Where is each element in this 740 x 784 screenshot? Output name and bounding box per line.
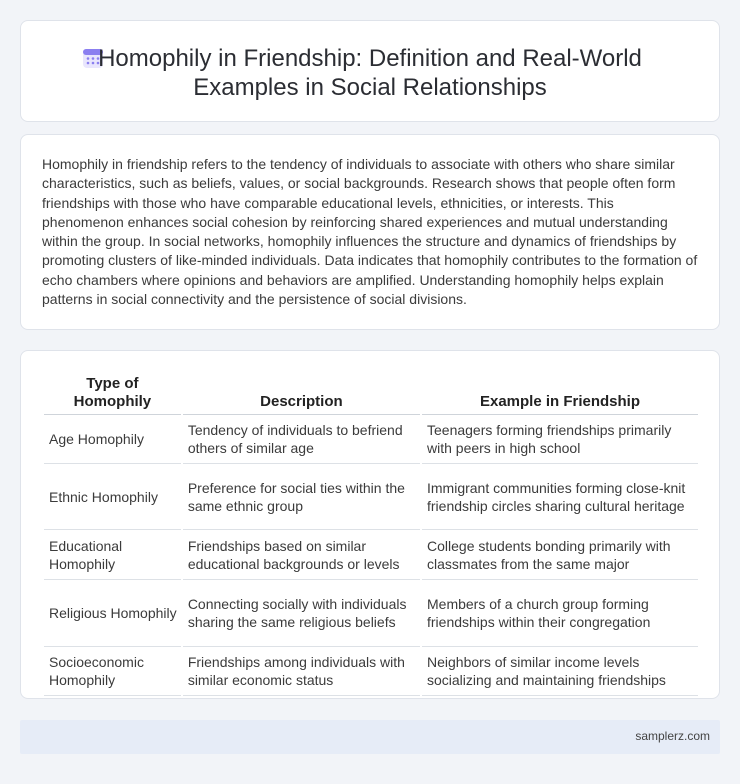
table-cell-type: Ethnic Homophily bbox=[44, 464, 181, 530]
table-cell-example: College students bonding primarily with classmates from the same major bbox=[422, 530, 698, 580]
table-row bbox=[44, 530, 698, 580]
table-row bbox=[44, 647, 698, 696]
table-cell-example: Members of a church group forming friendships within their congregation bbox=[422, 580, 698, 647]
table-cell-description: Connecting socially with individuals sharing the same religious beliefs bbox=[183, 580, 420, 647]
table-cell-type: Age Homophily bbox=[44, 415, 181, 464]
table-cell-description: Preference for social ties within the same ethnic group bbox=[183, 464, 420, 530]
table-header-row bbox=[44, 375, 698, 415]
intro-card bbox=[20, 134, 720, 330]
table-cell-description: Tendency of individuals to befriend others of similar age bbox=[183, 415, 420, 464]
table-row bbox=[44, 464, 698, 530]
table-cell-description: Friendships among individuals with similar economic status bbox=[183, 647, 420, 696]
table-cell-description: Friendships based on similar educational backgrounds or levels bbox=[183, 530, 420, 580]
table-cell-type: Socioeconomic Homophily bbox=[44, 647, 181, 696]
table-cell-type: Educational Homophily bbox=[44, 530, 181, 580]
intro-paragraph: Homophily in friendship refers to the tendency of individuals to associate with others who share similar characteristics, such as beliefs, values, or social backgrounds. Research shows that people often form friendships with those who have comparable educational levels, ethnicities, or interests. This phenomenon enhances social cohesion by reinforcing shared experiences and mutual understanding within the group. In social networks, homophily influences the structure and dynamics of friendships by promoting clusters of like-minded individuals. Data indicates that homophily contributes to the formation of echo chambers where opinions and behaviors are amplified. Understanding homophily helps explain patterns in social connectivity and the persistence of social divisions. bbox=[42, 156, 698, 308]
table-row bbox=[44, 415, 698, 464]
homophily-table bbox=[42, 375, 700, 696]
table-cell-example: Immigrant communities forming close-knit friendship circles sharing cultural heritage bbox=[422, 464, 698, 530]
page-title: Homophily in Friendship: Definition and Real-World Examples in Social Relationships bbox=[98, 45, 642, 101]
footer-site-link[interactable]: samplerz.com bbox=[635, 729, 710, 743]
title-card bbox=[20, 20, 720, 122]
column-header-example: Example in Friendship bbox=[422, 375, 698, 415]
table-cell-example: Neighbors of similar income levels socializing and maintaining friendships bbox=[422, 647, 698, 696]
column-header-description: Description bbox=[183, 375, 420, 415]
table-cell-type: Religious Homophily bbox=[44, 580, 181, 647]
table-card bbox=[20, 350, 720, 699]
column-header-type: Type of Homophily bbox=[44, 375, 181, 415]
footer-bar bbox=[20, 720, 720, 754]
table-row bbox=[44, 580, 698, 647]
table-cell-example: Teenagers forming friendships primarily with peers in high school bbox=[422, 415, 698, 464]
